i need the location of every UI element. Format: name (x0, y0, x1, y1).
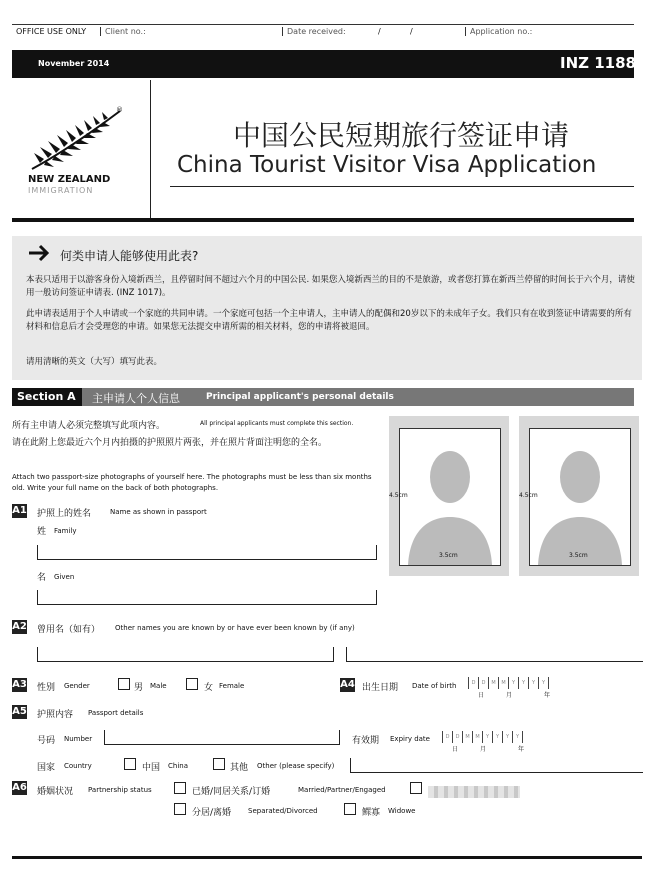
a5-label-cn: 护照内容 (37, 710, 74, 720)
given-name-field[interactable] (37, 590, 377, 605)
passport-number-field[interactable] (104, 730, 340, 745)
info-heading: 何类申请人能够使用此表? (60, 249, 199, 263)
a6-label-en: Partnership status (88, 786, 152, 794)
a1-number: A1 (12, 505, 27, 516)
china-label-en: China (168, 762, 188, 770)
photo-height-label: 4.5cm (389, 492, 408, 499)
given-label-cn: 名 (37, 573, 47, 583)
section-a-title-cn: 主申请人个人信息 (92, 392, 180, 405)
section-a-title-en: Principal applicant's personal details (206, 392, 394, 402)
other-names-field-1[interactable] (37, 647, 334, 662)
given-label-en: Given (54, 573, 75, 581)
other-country-checkbox[interactable] (213, 758, 225, 770)
widowed-label-cn: 鳏寡 (362, 808, 381, 818)
a5-label-en: Passport details (88, 709, 144, 717)
expiry-label-cn: 有效期 (352, 736, 380, 746)
female-label-cn: 女 (204, 683, 214, 693)
widowed-checkbox[interactable] (344, 803, 356, 815)
title-cn: 中国公民短期旅行签证申请 (233, 119, 570, 152)
arrow-right-icon (28, 244, 50, 266)
family-label-cn: 姓 (37, 527, 47, 537)
title-underline (170, 186, 634, 187)
fern-logo-icon (28, 105, 124, 175)
header-bottom-rule (12, 218, 634, 222)
date-received-label: Date received: (282, 27, 346, 36)
other-names-field-2[interactable] (346, 647, 643, 662)
title-en: China Tourist Visitor Visa Application (177, 152, 597, 178)
section-a-intro-en: All principal applicants must complete this section. (200, 420, 354, 427)
photo-height-label: 4.5cm (519, 492, 538, 499)
separated-label-en: Separated/Divorced (248, 807, 318, 815)
form-code: INZ 1188 (560, 54, 636, 72)
section-a-label: Section A (17, 390, 76, 403)
other-country-label-cn: 其他 (230, 763, 249, 773)
a4-label-en: Date of birth (412, 682, 457, 690)
form-date: November 2014 (38, 59, 110, 68)
expiry-day-label: 日 (452, 746, 459, 753)
dob-year-label: 年 (544, 692, 551, 699)
photo-slot-2[interactable] (518, 415, 640, 577)
china-checkbox[interactable] (124, 758, 136, 770)
photo-slot-1[interactable] (388, 415, 510, 577)
logo-divider (150, 80, 151, 220)
dob-day-label: 日 (478, 692, 485, 699)
male-label-cn: 男 (134, 683, 144, 693)
other-country-label-en: Other (please specify) (257, 762, 335, 770)
photo-width-label: 3.5cm (439, 552, 458, 559)
a6-label-cn: 婚姻状况 (37, 787, 74, 797)
a2-label-en: Other names you are known by or have ever been known by (if any) (115, 624, 355, 632)
expiry-date-field[interactable]: D D M M Y Y Y Y (442, 731, 523, 743)
dob-month-label: 月 (506, 692, 513, 699)
married-checkbox[interactable] (174, 782, 186, 794)
date-slash-2: / (410, 27, 413, 36)
family-name-field[interactable] (37, 545, 377, 560)
male-label-en: Male (150, 682, 167, 690)
a2-number: A2 (12, 621, 27, 632)
a1-label-en: Name as shown in passport (110, 508, 207, 516)
a1-label-cn: 护照上的姓名 (37, 509, 92, 519)
family-label-en: Family (54, 527, 77, 535)
logo-name: NEW ZEALAND (28, 174, 111, 185)
a3-number: A3 (12, 679, 27, 690)
other-country-field[interactable] (350, 758, 643, 773)
blurred-overlay (428, 786, 520, 798)
a2-label-cn: 曾用名（如有） (37, 625, 101, 635)
office-use-label: OFFICE USE ONLY (16, 27, 87, 36)
extra-checkbox[interactable] (410, 782, 422, 794)
a3-label-cn: 性别 (37, 683, 56, 693)
expiry-label-en: Expiry date (390, 735, 430, 743)
date-slash-1: / (378, 27, 381, 36)
passport-number-label-en: Number (64, 735, 93, 743)
a6-number: A6 (12, 782, 27, 793)
widowed-label-en: Widowe (388, 807, 416, 815)
a4-label-cn: 出生日期 (362, 683, 399, 693)
date-of-birth-field[interactable]: D D M M Y Y Y Y (468, 677, 549, 689)
photo-instruction-cn: 请在此附上您最近六个月内拍摄的护照照片两张，并在照片背面注明您的全名。 (12, 438, 328, 448)
a4-number: A4 (340, 679, 355, 690)
expiry-month-label: 月 (480, 746, 487, 753)
passport-number-label-cn: 号码 (37, 736, 56, 746)
a3-label-en: Gender (64, 682, 90, 690)
section-a-intro-cn: 所有主申请人必须完整填写此项内容。 (12, 421, 166, 431)
female-checkbox[interactable] (186, 678, 198, 690)
application-no-label: Application no.: (465, 27, 532, 36)
married-label-cn: 已婚/同居关系/订婚 (192, 787, 271, 797)
male-checkbox[interactable] (118, 678, 130, 690)
separated-checkbox[interactable] (174, 803, 186, 815)
info-paragraph-1: 本表只适用于以游客身份入境新西兰，且停留时间不超过六个月的中国公民. 如果您入境新西兰的目的不是旅游，或者您打算在新西兰停留的时间长于六个月，请使用一般访问签证申请表. (INZ 1017)。 (26, 275, 635, 298)
female-label-en: Female (219, 682, 245, 690)
photo-instruction-en: Attach two passport-size photographs of yourself here. The photographs must be less than six months old. Write your full name on the back of both photographs. (12, 473, 372, 492)
logo-reg-mark: ® (116, 106, 123, 114)
logo-sub: IMMIGRATION (28, 186, 94, 195)
separated-label-cn: 分居/离婚 (192, 808, 232, 818)
info-paragraph-3: 请用清晰的英文（大写）填写此表。 (26, 357, 163, 367)
married-label-en: Married/Partner/Engaged (298, 786, 386, 794)
photo-width-label: 3.5cm (569, 552, 588, 559)
country-label-en: Country (64, 762, 92, 770)
footer-rule (12, 856, 642, 859)
info-paragraph-2: 此申请表适用于个人申请或一个家庭的共同申请。一个家庭可包括一个主申请人，主申请人的配偶和20岁以下的未成年子女。我们只有在收到签证申请需要的所有材料和信息后才会受理您的申请。如果您无法提交申请所需的相关材料，您的申请将被退回。 (26, 309, 632, 332)
client-no-label: Client no.: (100, 27, 146, 36)
expiry-year-label: 年 (518, 746, 525, 753)
country-label-cn: 国家 (37, 763, 56, 773)
a5-number: A5 (12, 706, 27, 717)
china-label-cn: 中国 (142, 763, 161, 773)
